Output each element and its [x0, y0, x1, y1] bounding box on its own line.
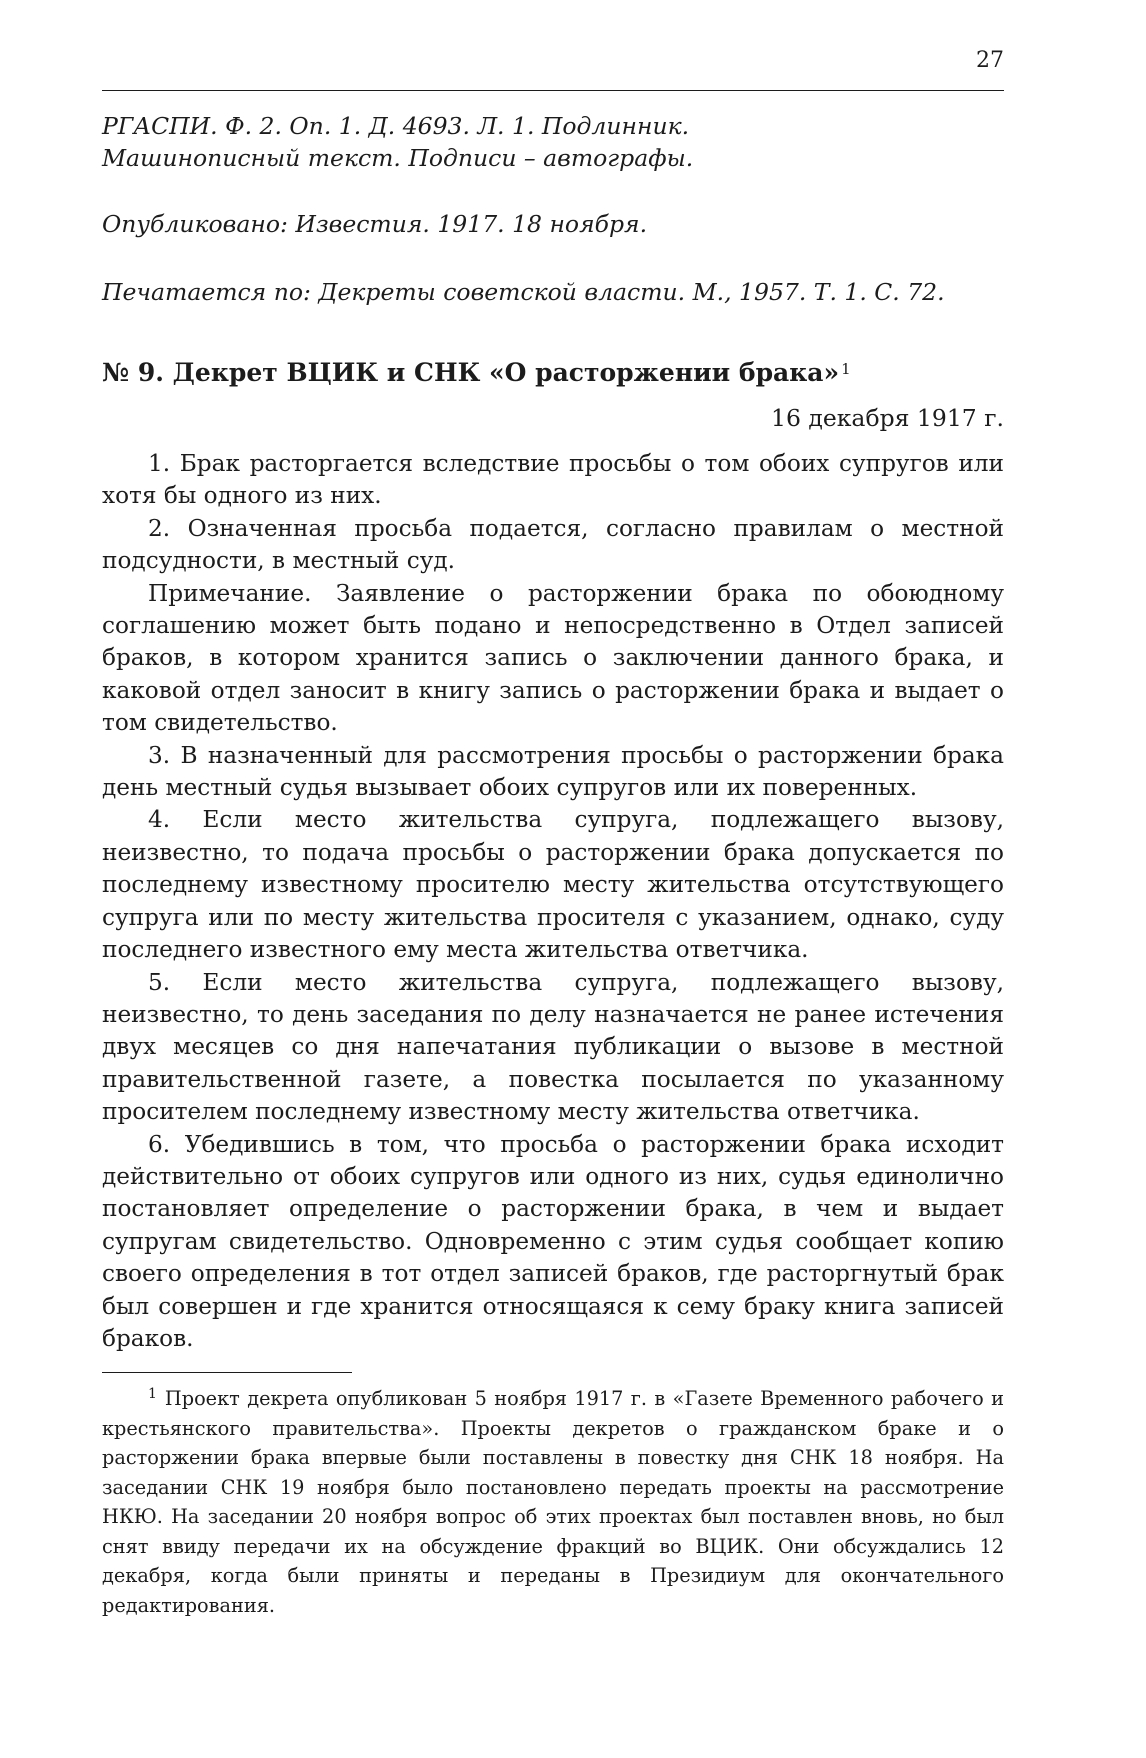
document-title [102, 356, 1004, 390]
paragraph-6: 6. Убедившись в том, что просьба о расторжении брака исходит действительно от обоих супругов или одного из них, судья единолично постановляет определение о расторжении брака, в чем и выдает супругам свидетельство. Одновременно с этим судья сообщает копию своего определения в тот отдел записей браков, где расторгнутый брак был совершен и где хранится относящаяся к сему браку книга записей браков. [102, 1130, 1004, 1352]
paragraph-2: 2. Означенная просьба подается, согласно правилам о местной подсудности, в местный суд. [102, 514, 1004, 575]
footnote [102, 1384, 1004, 1620]
document-body [102, 448, 1004, 1355]
footnote-text: Проект декрета опубликован 5 ноября 1917 г. в «Газете Временного рабочего и крестьянского правительства». Проекты декретов о гражданском браке и о расторжении брака впервые были поставлены в повестку дня СНК 18 ноября. На заседании СНК 19 ноября было постановлено передать проекты на рассмотрение НКЮ. На заседании 20 ноября вопрос об этих проектах был поставлен вновь, но был снят ввиду передачи их на обсуждение фракций во ВЦИК. Они обсуждались 12 декабря, когда были приняты и переданы в Президиум для окончательного редактирования. [102, 1387, 1004, 1617]
paragraph-note: Примечание. Заявление о расторжении брака по обоюдному соглашению может быть подано и непосредственно в Отдел записей браков, в котором хранится запись о заключении данного брака, и каковой отдел заносит в книгу запись о расторжении брака и выдает о том свидетельство. [102, 579, 1004, 737]
paragraph-5: 5. Если место жительства супруга, подлежащего вызову, неизвестно, то день заседания по делу назначается не ранее истечения двух месяцев со дня напечатания публикации о вызове в местной правительственной газете, а повестка посылается по указанному просителем последнему известному месту жительства ответчика. [102, 968, 1004, 1126]
archive-reference [102, 110, 1004, 174]
page-number: 27 [976, 48, 1004, 73]
paragraph-3: 3. В назначенный для рассмотрения просьбы о расторжении брака день местный судья вызывает обоих супругов или их поверенных. [102, 741, 1004, 802]
footnote-reference[interactable]: 1 [841, 360, 851, 378]
paragraph-1: 1. Брак расторгается вследствие просьбы о том обоих супругов или хотя бы одного из них. [102, 450, 1004, 510]
header-rule [102, 90, 1004, 91]
printed-from-reference: Печатается по: Декреты советской власти. М., 1957. Т. 1. С. 72. [102, 278, 945, 306]
archive-reference-line2: Машинописный текст. Подписи – автографы. [102, 144, 694, 172]
paragraph-4: 4. Если место жительства супруга, подлежащего вызову, неизвестно, то подача просьбы о расторжении брака допускается по последнему известному просителю месту жительства отсутствующего супруга или по месту жительства просителя с указанием, однако, суду последнего известного ему места жительства ответчика. [102, 806, 1004, 964]
document-title-text: № 9. Декрет ВЦИК и СНК «О расторжении брака» [102, 358, 840, 387]
archive-reference-line1: РГАСПИ. Ф. 2. Оп. 1. Д. 4693. Л. 1. Подлинник. [102, 112, 690, 140]
document-date: 16 декабря 1917 г. [771, 404, 1004, 432]
footnote-mark: 1 [148, 1386, 157, 1402]
publication-reference: Опубликовано: Известия. 1917. 18 ноября. [102, 210, 648, 238]
footnote-rule [102, 1372, 352, 1373]
